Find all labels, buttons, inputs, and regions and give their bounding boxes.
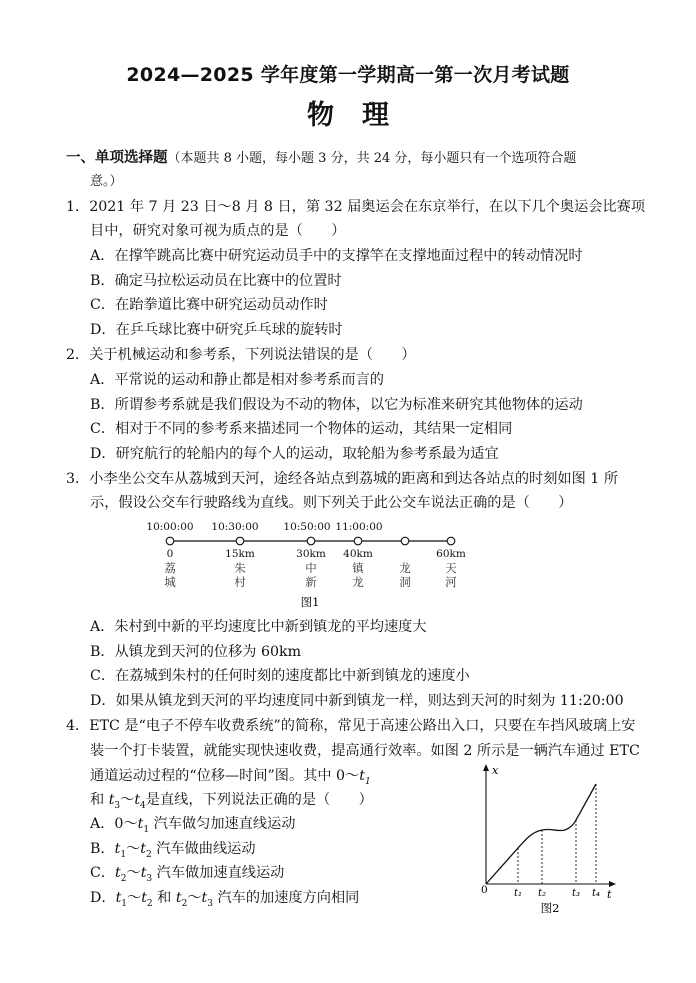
q1-option-c[interactable]: C．在跆拳道比赛中研究运动员动作时 <box>90 297 328 313</box>
q1-option-a[interactable]: A．在撑竿跳高比赛中研究运动员手中的支撑竿在支撑地面过程中的转动情况时 <box>90 248 583 264</box>
q3-option-a[interactable]: A．朱村到中新的平均速度比中新到镇龙的平均速度大 <box>90 619 427 635</box>
subject-title: 物理 <box>307 100 417 131</box>
q4-option-c[interactable]: C．$t_2\sim t_3$ 汽车做加速直线运动 <box>90 865 285 884</box>
section-note: （本题共 8 小题，每小题 3 分，共 24 分，每小题只有一个选项符合题 <box>167 151 577 166</box>
station-zhenlong-char1: 镇 <box>352 561 364 575</box>
station-marker-longdong <box>401 537 409 545</box>
distance-label-15: 15km <box>225 548 255 560</box>
time-label-zhongxin: 10:50:00 <box>283 521 331 533</box>
station-zhenlong-char2: 龙 <box>352 575 364 589</box>
q4-stem-line2: 装一个打卡装置，就能实现快速收费，提高通行效率。如图 2 所示是一辆汽车通过 ETC <box>90 743 640 759</box>
tick-t4: t₄ <box>591 888 601 899</box>
x-axis-label: t <box>607 888 612 901</box>
station-marker-zhucun <box>236 537 244 545</box>
tick-t1: t₁ <box>513 888 523 899</box>
q1-option-b[interactable]: B．确定马拉松运动员在比赛中的位置时 <box>90 273 342 289</box>
station-longdong-char2: 洞 <box>399 575 411 589</box>
section-note-cont: 意。） <box>90 174 123 189</box>
time-label-zhenlong: 11:00:00 <box>335 521 383 533</box>
station-lichen-char2: 城 <box>164 575 176 589</box>
station-zhongxin-char1: 中 <box>305 561 317 575</box>
displacement-time-graph <box>470 762 620 918</box>
q4-option-a[interactable]: A．$0\sim t_1$ 汽车做匀加速直线运动 <box>90 816 296 835</box>
figure1-caption: 图1 <box>300 595 320 609</box>
station-tianhe-char2: 河 <box>445 575 457 589</box>
q2-stem: 2．关于机械运动和参考系，下列说法错误的是（ ） <box>66 347 416 363</box>
station-longdong-char1: 龙 <box>399 561 411 575</box>
origin-label: 0 <box>481 884 488 896</box>
q4-option-b[interactable]: B．$t_1\sim t_2$ 汽车做曲线运动 <box>90 841 256 860</box>
tick-t3: t₃ <box>571 888 581 899</box>
q1-stem-line2: 目中，研究对象可视为质点的是（ ） <box>90 223 346 239</box>
time-label-zhucun: 10:30:00 <box>211 521 259 533</box>
q4-stem-line3 <box>90 765 371 787</box>
station-marker-zhongxin <box>307 537 315 545</box>
x-t-curve <box>486 784 596 884</box>
q3-option-b[interactable]: B．从镇龙到天河的位移为 60km <box>90 644 302 660</box>
q1-option-d[interactable]: D．在乒乓球比赛中研究乒乓球的旋转时 <box>90 322 343 338</box>
y-axis-arrow <box>483 764 489 771</box>
q2-option-d[interactable]: D．研究航行的轮船内的每个人的运动，取轮船为参考系最为适宜 <box>90 446 499 462</box>
station-lichen-char1: 荔 <box>164 561 176 575</box>
distance-label-30: 30km <box>296 548 326 560</box>
q3-option-d[interactable]: D．如果从镇龙到天河的平均速度同中新到镇龙一样，则达到天河的时刻为 11:20:00 <box>90 693 624 709</box>
exam-title: 2024—2025 学年度第一学期高一第一次月考试题 <box>126 64 570 86</box>
q2-option-c[interactable]: C．相对于不同的参考系来描述同一个物体的运动，其结果一定相同 <box>90 421 513 437</box>
q4-stem-line3-text: 通道运动过程的“位移—时间”图。其中 0～ <box>90 768 360 784</box>
y-axis-label: x <box>492 764 499 777</box>
station-tianhe-char1: 天 <box>445 561 457 575</box>
q3-option-c[interactable]: C．在荔城到朱村的任何时刻的速度都比中新到镇龙的速度小 <box>90 668 470 684</box>
q4-stem-line4-text: 是直线，下列说法正确的是（ ） <box>145 792 373 808</box>
q4-stem-line1: 4．ETC 是“电子不停车收费系统”的简称，常见于高速公路出入口，只要在车挡风玻璃上安 <box>66 718 636 734</box>
figure2-caption: 图2 <box>540 901 560 915</box>
bus-route-figure <box>140 516 480 612</box>
distance-label-40: 40km <box>343 548 373 560</box>
q1-stem-line1: 1．2021 年 7 月 23 日～8 月 8 日，第 32 届奥运会在东京举行，在以下几个奥运会比赛项 <box>66 199 646 215</box>
station-marker-lichen <box>166 537 174 545</box>
section-header <box>66 146 576 167</box>
time-label-lichen: 10:00:00 <box>146 521 194 533</box>
distance-label-0: 0 <box>166 548 174 560</box>
section-heading: 一、单项选择题 <box>66 150 168 166</box>
q4-stem-line4: 和 $t_3\sim t_4$是直线，下列说法正确的是（ ） <box>90 792 373 811</box>
q2-option-b[interactable]: B．所谓参考系就是我们假设为不动的物体，以它为标准来研究其他物体的运动 <box>90 397 583 413</box>
q3-stem-line2: 示，假设公交车行驶路线为直线。则下列关于此公交车说法正确的是（ ） <box>90 495 573 511</box>
q4-option-d[interactable]: D．$t_1\sim t_2$ 和 $t_2\sim t_3$ 汽车的加速度方向相同 <box>90 890 360 909</box>
x-axis-arrow <box>609 881 616 887</box>
station-marker-tianhe <box>447 537 455 545</box>
station-zhongxin-char2: 新 <box>305 575 317 589</box>
q4-t1-var: $t_1$ <box>359 768 371 787</box>
q3-stem-line1: 3．小李坐公交车从荔城到天河，途经各站点到荔城的距离和到达各站点的时刻如图 1 所 <box>66 471 619 487</box>
station-zhucun-char2: 村 <box>234 575 246 589</box>
tick-t2: t₂ <box>537 888 547 899</box>
distance-label-60: 60km <box>436 548 466 560</box>
station-zhucun-char1: 朱 <box>234 561 246 575</box>
station-marker-zhenlong <box>354 537 362 545</box>
q2-option-a[interactable]: A．平常说的运动和静止都是相对参考系而言的 <box>90 372 384 388</box>
